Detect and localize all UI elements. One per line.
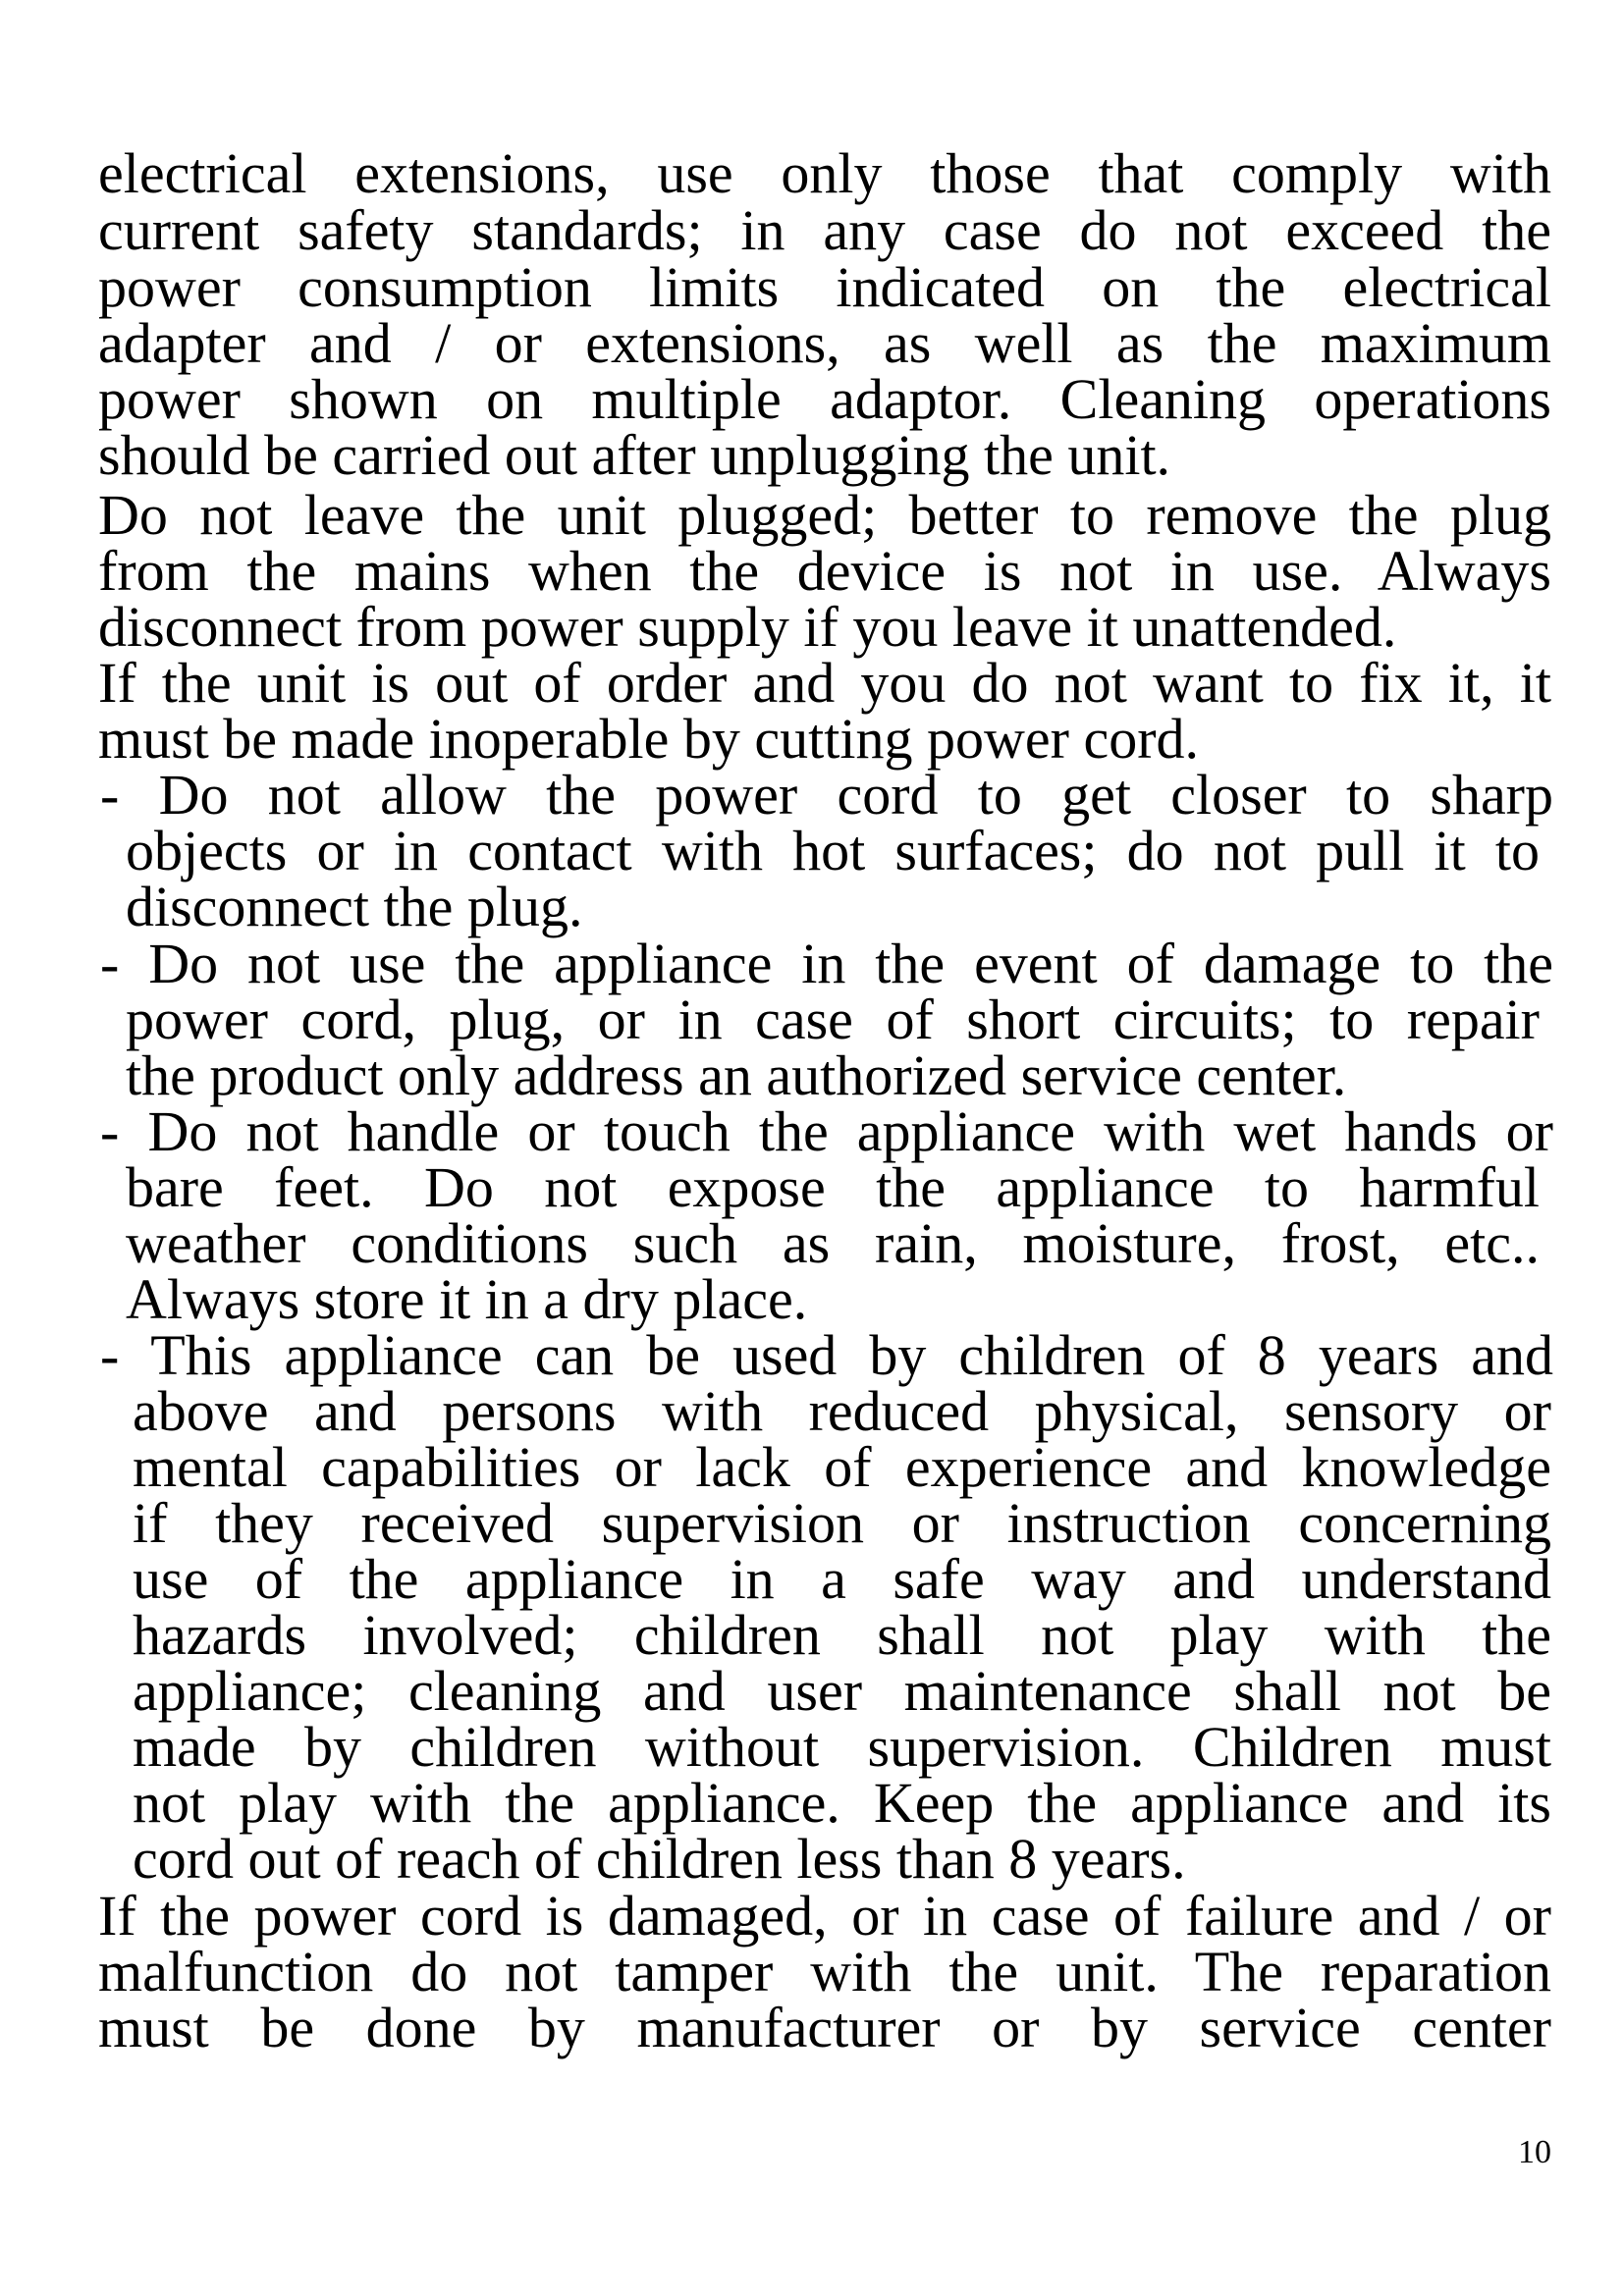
text-line: the product only address an authorized service center. xyxy=(126,1043,1347,1107)
text-line: mental capabilities or lack of experience and knowledge xyxy=(133,1435,1551,1499)
text-line: If the power cord is damaged, or in case of failure and / or xyxy=(98,1884,1551,1948)
text-line: electrical extensions, use only those that comply with xyxy=(98,141,1551,205)
text-line: adapter and / or extensions, as well as the maximum xyxy=(98,311,1551,375)
text-line: not play with the appliance. Keep the appliance and its xyxy=(133,1771,1551,1835)
text-line: malfunction do not tamper with the unit. The reparation xyxy=(98,1940,1551,2003)
text-line: disconnect the plug. xyxy=(126,875,583,938)
text-line: weather conditions such as rain, moisture, frost, etc.. xyxy=(126,1211,1540,1275)
text-line: Do not leave the unit plugged; better to remove the plug xyxy=(98,483,1551,547)
text-line: Always store it in a dry place. xyxy=(126,1267,808,1331)
text-line: must be done by manufacturer or by service center xyxy=(98,1996,1551,2059)
text-line: should be carried out after unplugging the unit. xyxy=(98,423,1171,487)
text-line: objects or in contact with hot surfaces; do not pull it to xyxy=(126,819,1540,882)
text-line: use of the appliance in a safe way and understand xyxy=(133,1547,1551,1611)
text-line: if they received supervision or instruction concerning xyxy=(133,1491,1551,1555)
text-line: bare feet. Do not expose the appliance to harmful xyxy=(126,1155,1540,1219)
bullet-line: - This appliance can be used by children of 8 years and xyxy=(100,1323,1553,1387)
page-number: 10 xyxy=(1518,2134,1551,2170)
text-line: power consumption limits indicated on the electrical xyxy=(98,255,1551,319)
text-line: appliance; cleaning and user maintenance shall not be xyxy=(133,1659,1551,1723)
text-line: disconnect from power supply if you leave it unattended. xyxy=(98,595,1397,659)
text-line: must be made inoperable by cutting power cord. xyxy=(98,707,1200,771)
text-line: made by children without supervision. Children must xyxy=(133,1715,1551,1779)
text-line: current safety standards; in any case do not exceed the xyxy=(98,198,1551,262)
text-line: power cord, plug, or in case of short circuits; to repair xyxy=(126,988,1540,1051)
text-line: power shown on multiple adaptor. Cleaning operations xyxy=(98,367,1551,431)
text-line: from the mains when the device is not in use. Always xyxy=(98,539,1551,603)
text-line: hazards involved; children shall not play with the xyxy=(133,1603,1551,1667)
bullet-line: - Do not handle or touch the appliance with wet hands or xyxy=(100,1099,1553,1163)
text-line: cord out of reach of children less than 8 years. xyxy=(133,1827,1186,1891)
text-line: If the unit is out of order and you do not want to fix it, it xyxy=(98,651,1551,715)
bullet-line: - Do not allow the power cord to get closer to sharp xyxy=(100,763,1553,827)
text-line: above and persons with reduced physical, sensory or xyxy=(133,1379,1551,1443)
bullet-line: - Do not use the appliance in the event of damage to the xyxy=(100,932,1553,995)
